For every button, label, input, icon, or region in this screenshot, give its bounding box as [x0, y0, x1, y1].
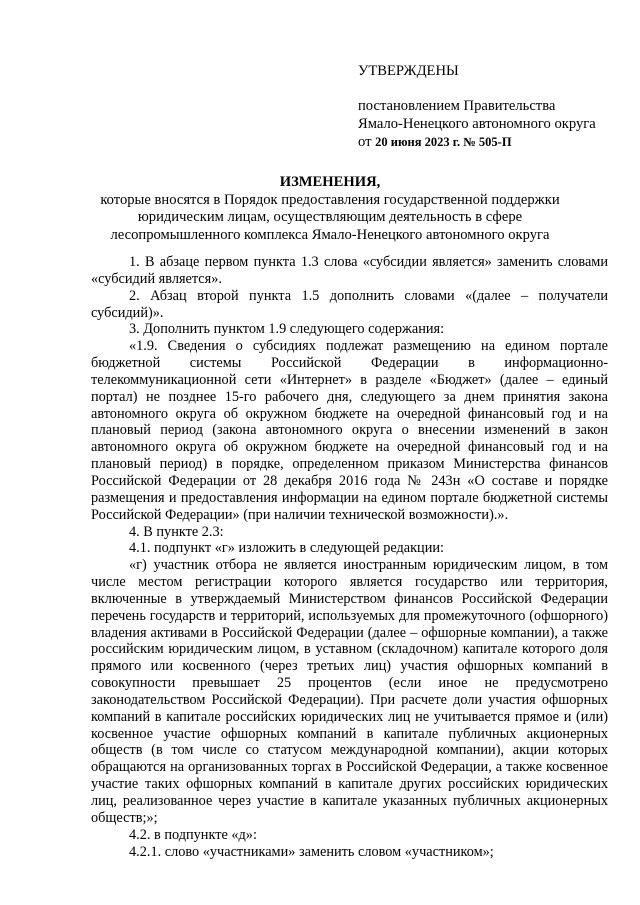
approval-line-1: постановлением Правительства — [358, 98, 556, 114]
paragraph-7: «г) участник отбора не является иностранным юридическим лицом, в том числе местом регистрации которого является государство или территория, включенные в утверждаемый Министерством финансов Российской Федерации перечень государств и территорий, используемых для промежуточного (офшорного) владения активами в Российской Федерации (далее – офшорные компании), а также российским юридическим лицом, в уставном (складочном) капитале которого доля прямого или косвенного (через третьих лиц) участия офшорных компаний в совокупности превышает 25 процентов (если иное не предусмотрено законодательством Российской Федерации). При расчете доли участия офшорных компаний в капитале российских юридических лиц не учитывается прямое и (или) косвенное участие офшорных компаний в капитале публичных акционерных обществ (в том числе со статусом международной компании), акции которых обращаются на организованных торгах в Российской Федерации, а также косвенное участие таких офшорных компаний в капитале других российских юридических лиц, реализованное через участие в капитале указанных публичных акционерных обществ;»; — [91, 557, 608, 826]
paragraph-3: 3. Дополнить пунктом 1.9 следующего содержания: — [129, 321, 445, 338]
paragraph-6: 4.1. подпункт «г» изложить в следующей редакции: — [129, 540, 444, 557]
paragraph-4: «1.9. Сведения о субсидиях подлежат размещению на едином портале бюджетной системы Российской Федерации в информационно-телекоммуникационной сети «Интернет» в разделе «Бюджет» (далее – единый портал) не позднее 15-го рабочего дня, следующего за днем принятия закона автономного округа об окружном бюджете на очередной финансовый год и на плановый период (закона автономного округа о внесении изменений в закон автономного округа об окружном бюджете на очередной финансовый год и на плановый период) в порядке, определенном приказом Министерства финансов Российской Федерации от 28 декабря 2016 года № 243н «О составе и порядке размещения и предоставления информации на едином портале бюджетной системы Российской Федерации» (при наличии технической возможности).». — [91, 338, 608, 523]
title-subtitle-line-2: юридическим лицам, осуществляющим деятельность в сфере — [137, 209, 523, 225]
document-title — [60, 174, 600, 244]
approval-date-value: 20 июня 2023 г. № 505-П — [375, 135, 512, 149]
approval-block — [358, 62, 628, 151]
document-body — [91, 254, 608, 860]
paragraph-5: 4. В пункте 2.3: — [129, 523, 224, 540]
paragraph-8: 4.2. в подпункте «д»: — [129, 826, 257, 843]
title-subtitle-line-1: которые вносятся в Порядок предоставления государственной поддержки — [100, 191, 560, 208]
paragraph-9: 4.2.1. слово «участниками» заменить словом «участником»; — [129, 843, 494, 860]
paragraph-2: 2. Абзац второй пункта 1.5 дополнить словами «(далее – получатели субсидий)». — [91, 287, 608, 321]
paragraph-1: 1. В абзаце первом пункта 1.3 слова «субсидии является» заменить словами «субсидий является». — [91, 254, 608, 287]
approval-date-prefix: от — [358, 134, 372, 150]
approval-heading: УТВЕРЖДЕНЫ — [358, 63, 459, 79]
approval-date-line — [358, 133, 628, 151]
approval-line-2: Ямало-Ненецкого автономного округа — [358, 116, 596, 132]
title-main: ИЗМЕНЕНИЯ, — [279, 174, 381, 190]
title-subtitle-line-3: лесопромышленного комплекса Ямало-Ненецкого автономного округа — [110, 226, 550, 243]
